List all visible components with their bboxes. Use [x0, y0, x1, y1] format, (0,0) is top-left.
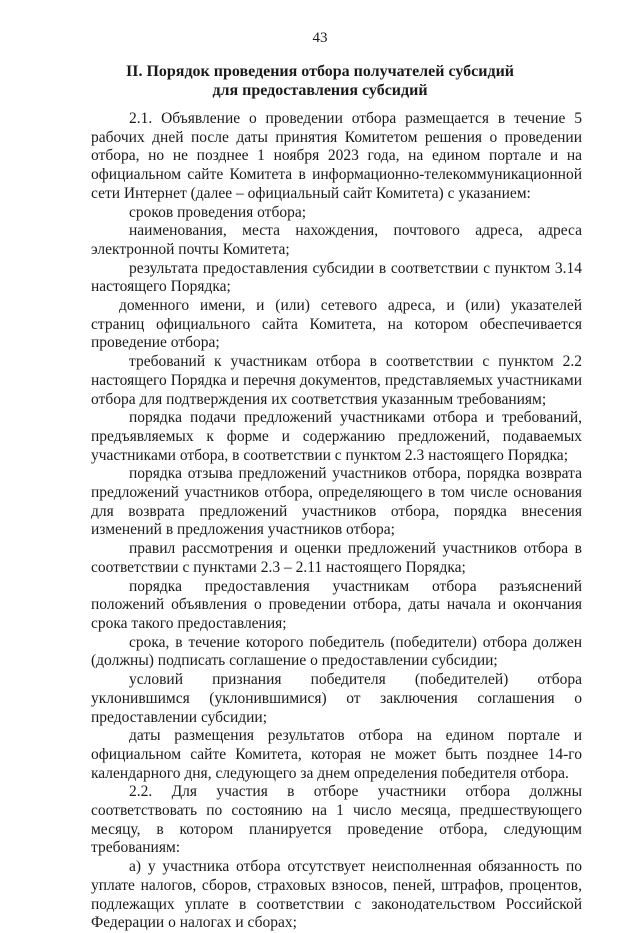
list-item: доменного имени, и (или) сетевого адреса, и (или) указателей страниц официального сайта Комитета, на котором обеспечивается проведение отбора; — [91, 297, 582, 352]
list-item: порядка отзыва предложений участников отбора, порядка возврата предложений участников отбора, определяющего в том числе основания для возврата предложений участников отбора, порядка внесения изменений в предложения участников отбора; — [91, 465, 582, 539]
list-item: а) у участника отбора отсутствует неисполненная обязанность по уплате налогов, сборов, страховых взносов, пеней, штрафов, процентов, подлежащих уплате в соответствии с законодательством Российской Федерации о налогах и сборах; — [91, 858, 582, 932]
section-heading — [0, 62, 640, 100]
page-number: 43 — [312, 30, 328, 46]
list-item: порядка предоставления участникам отбора разъяснений положений объявления о проведении отбора, даты начала и окончания срока такого предоставления; — [91, 577, 582, 632]
list-item: даты размещения результатов отбора на едином портале и официальном сайте Комитета, которая не может быть позднее 14-го календарного дня, следующего за днем определения победителя отбора. — [91, 727, 582, 782]
list-item: порядка подачи предложений участниками отбора и требований, предъявляемых к форме и содержанию предложений, подаваемых участниками отбора, в соответствии с пунктом 2.3 настоящего Порядка; — [91, 409, 582, 464]
list-item: требований к участникам отбора в соответствии с пунктом 2.2 настоящего Порядка и перечня документов, представляемых участниками отбора для подтверждения их соответствия указанным требованиям; — [91, 353, 582, 408]
section-heading-line-2: для предоставления субсидий — [212, 82, 428, 99]
list-item: сроков проведения отбора; — [129, 203, 307, 221]
section-heading-line-1: II. Порядок проведения отбора получателей субсидий — [125, 63, 515, 80]
list-item: условий признания победителя (победителей) отбора уклонившимся (уклонившимися) от заключения соглашения о предоставлении субсидии; — [91, 671, 582, 726]
document-body — [91, 110, 582, 933]
list-item: правил рассмотрения и оценки предложений участников отбора в соответствии с пунктами 2.3 – 2.11 настоящего Порядка; — [91, 540, 582, 576]
list-item: результата предоставления субсидии в соответствии с пунктом 3.14 настоящего Порядка; — [91, 259, 582, 296]
list-item: срока, в течение которого победитель (победители) отбора должен (должны) подписать соглашение о предоставлении субсидии; — [91, 633, 582, 670]
paragraph-2-1: 2.1. Объявление о проведении отбора размещается в течение 5 рабочих дней после даты принятия Комитетом решения о проведении отбора, но не позднее 1 ноября 2023 года, на едином портале и на официальном сайте Комитета в информационно-телекоммуникационной сети Интернет (далее – официальный сайт Комитета) с указанием: — [91, 110, 582, 202]
list-item: наименования, места нахождения, почтового адреса, адреса электронной почты Комитета; — [91, 222, 582, 258]
paragraph-2-2: 2.2. Для участия в отборе участники отбора должны соответствовать по состоянию на 1 число месяца, предшествующего месяцу, в котором планируется проведение отбора, следующим требованиям: — [91, 783, 582, 857]
